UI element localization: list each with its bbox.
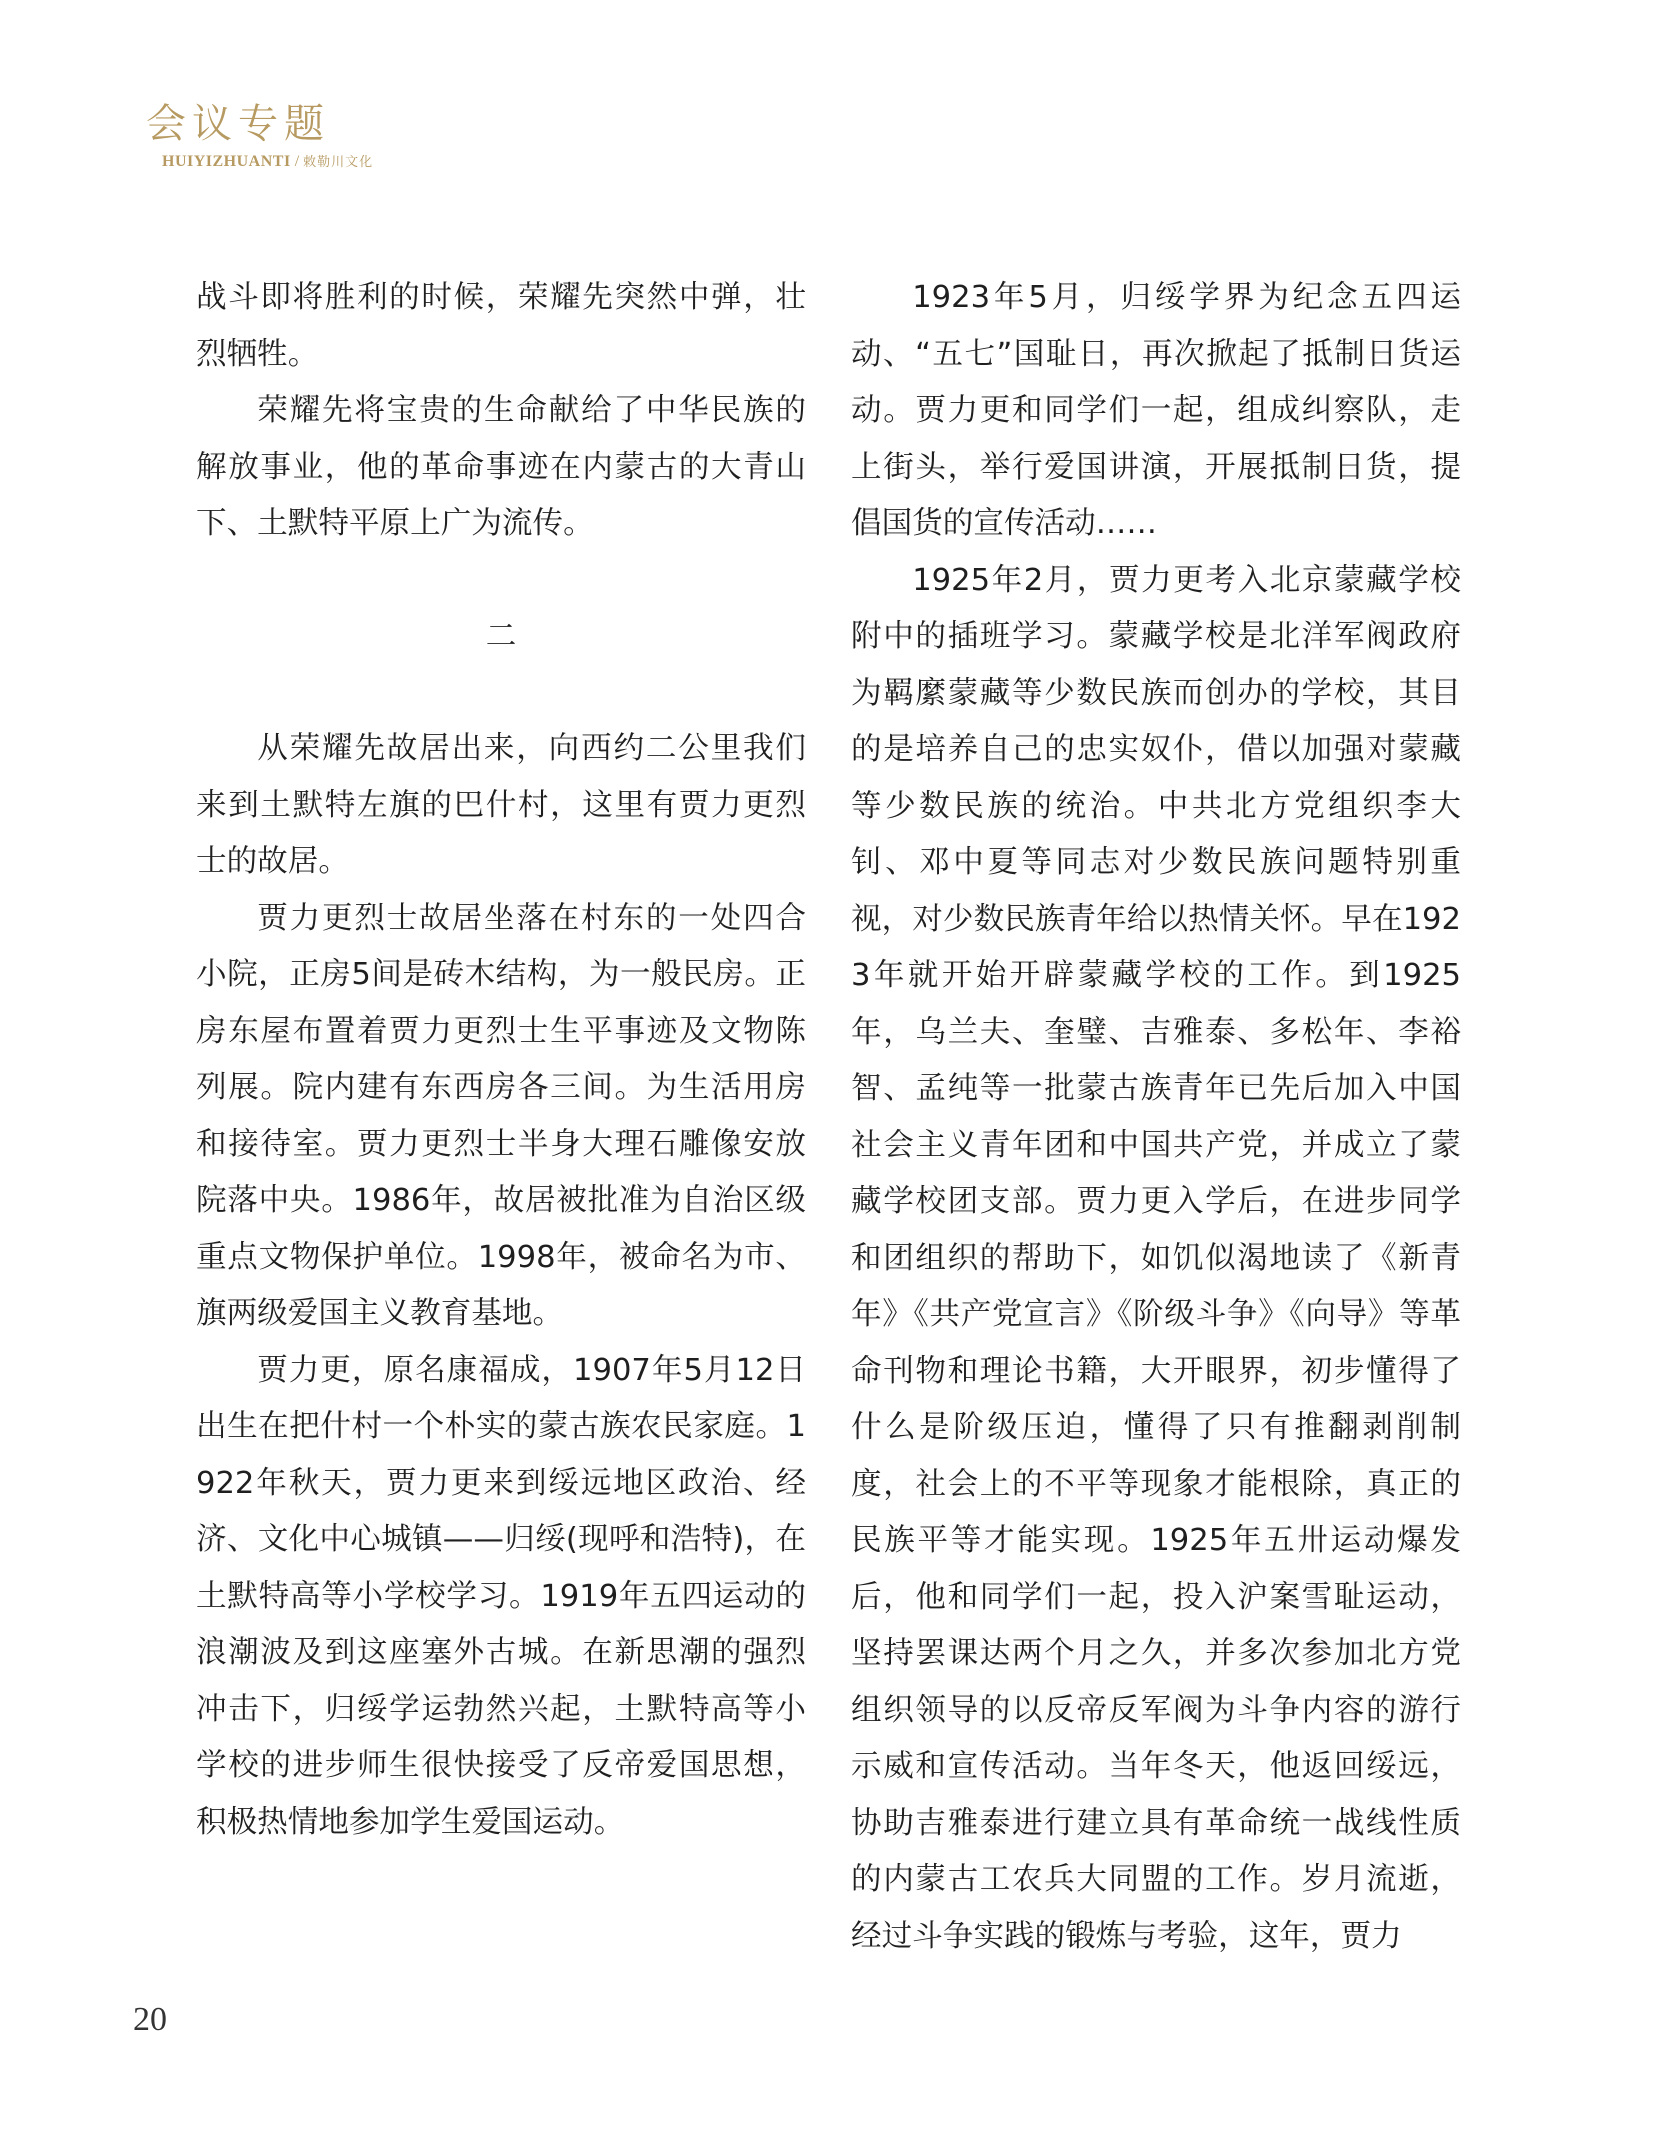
section-title: 会议专题 xyxy=(146,101,330,147)
paragraph: 荣耀先将宝贵的生命献给了中华民族的解放事业，他的革命事迹在内蒙古的大青山下、土默特平原上广为流传。 xyxy=(196,393,806,541)
paragraph: 从荣耀先故居出来，向西约二公里我们来到土默特左旗的巴什村，这里有贾力更烈士的故居。 xyxy=(196,731,806,879)
subtitle-separator: / xyxy=(294,153,300,170)
page-header xyxy=(146,100,566,180)
page-number: 20 xyxy=(133,2001,167,2038)
section-subtitle-en: HUIYIZHUANTI xyxy=(162,153,291,170)
paragraph: 1925年2月，贾力更考入北京蒙藏学校附中的插班学习。蒙藏学校是北洋军阀政府为羁縻蒙藏等少数民族而创办的学校，其目的是培养自己的忠实奴仆，借以加强对蒙藏等少数民族的统治。中共北方党组织李大钊、邓中夏等同志对少数民族问题特别重视，对少数民族青年给以热情关怀。早在1923年就开始开辟蒙藏学校的工作。到1925年，乌兰夫、奎璧、吉雅泰、多松年、李裕智、孟纯等一批蒙古族青年已先后加入中国社会主义青年团和中国共产党，并成立了蒙藏学校团支部。贾力更入学后，在进步同学和团组织的帮助下，如饥似渴地读了《新青年》《共产党宣言》《阶级斗争》《向导》等革命刊物和理论书籍，大开眼界，初步懂得了什么是阶级压迫，懂得了只有推翻剥削制度，社会上的不平等现象才能根除，真正的民族平等才能实现。1925年五卅运动爆发后，他和同学们一起，投入沪案雪耻运动，坚持罢课达两个月之久，并多次参加北方党组织领导的以反帝反军阀为斗争内容的游行示威和宣传活动。当年冬天，他返回绥远，协助吉雅泰进行建立具有革命统一战线性质的内蒙古工农兵大同盟的工作。岁月流逝，经过斗争实践的锻炼与考验，这年，贾力 xyxy=(851,562,1461,1954)
right-column xyxy=(851,270,1461,1960)
section-subtitle xyxy=(162,152,373,173)
paragraph: 贾力更烈士故居坐落在村东的一处四合小院，正房5间是砖木结构，为一般民房。正房东屋布置着贾力更烈士生平事迹及文物陈列展。院内建有东西房各三间。为生活用房和接待室。贾力更烈士半身大理石雕像安放院落中央。1986年，故居被批准为自治区级重点文物保护单位。1998年，被命名为市、旗两级爱国主义教育基地。 xyxy=(196,900,806,1331)
paragraph: 1923年5月，归绥学界为纪念五四运动、“五七”国耻日，再次掀起了抵制日货运动。贾力更和同学们一起，组成纠察队，走上街头，举行爱国讲演，开展抵制日货，提倡国货的宣传活动…… xyxy=(851,280,1461,541)
paragraph: 战斗即将胜利的时候，荣耀先突然中弹，壮烈牺牲。 xyxy=(196,280,806,372)
paragraph: 贾力更，原名康福成，1907年5月12日出生在把什村一个朴实的蒙古族农民家庭。1922年秋天，贾力更来到绥远地区政治、经济、文化中心城镇——归绥(现呼和浩特)，在土默特高等小学校学习。1919年五四运动的浪潮波及到这座塞外古城。在新思潮的强烈冲击下，归绥学运勃然兴起，土默特高等小学校的进步师生很快接受了反帝爱国思想，积极热情地参加学生爱国运动。 xyxy=(196,1352,806,1840)
left-column xyxy=(196,270,806,1960)
section-subtitle-cn: 敕勒川文化 xyxy=(303,155,374,170)
section-heading: 二 xyxy=(485,618,517,654)
